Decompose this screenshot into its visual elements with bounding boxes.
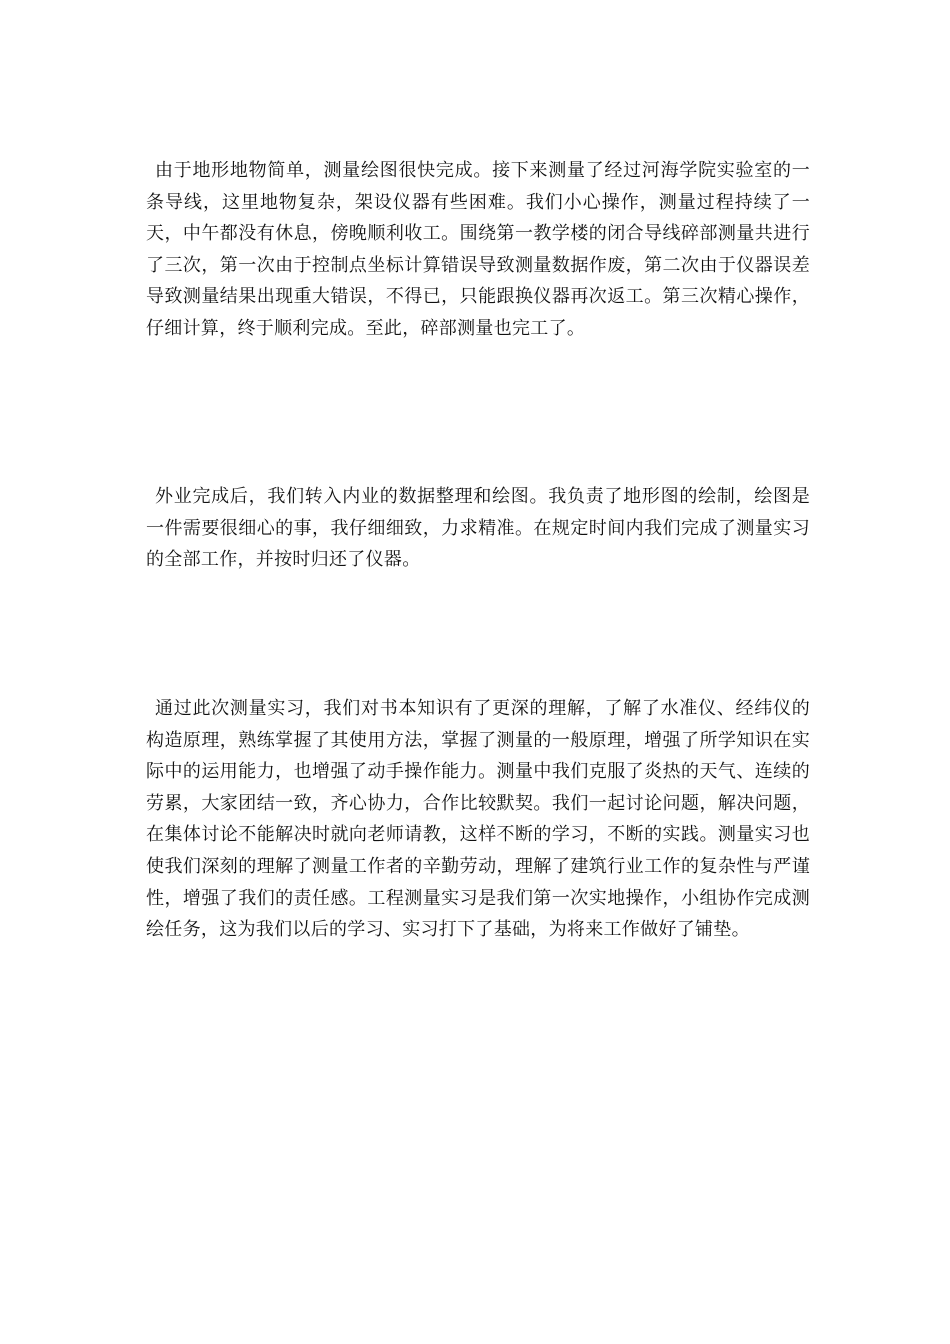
paragraph-reflection: 通过此次测量实习，我们对书本知识有了更深的理解，了解了水准仪、经纬仪的构造原理，熟练掌握了其使用方法，掌握了测量的一般原理，增强了所学知识在实际中的运用能力，也增强了动手操作能力。测量中我们克服了炎热的天气、连续的劳累，大家团结一致，齐心协力，合作比较默契。我们一起讨论问题，解决问题，在集体讨论不能解决时就向老师请教，这样不断的学习，不断的实践。测量实习也使我们深刻的理解了测量工作者的辛勤劳动，理解了建筑行业工作的复杂性与严谨性，增强了我们的责任感。工程测量实习是我们第一次实地操作，小组协作完成测绘任务，这为我们以后的学习、实习打下了基础，为将来工作做好了铺垫。 xyxy=(146,698,810,941)
paragraph-fieldwork: 由于地形地物简单，测量绘图很快完成。接下来测量了经过河海学院实验室的一条导线，这里地物复杂，架设仪器有些困难。我们小心操作，测量过程持续了一天，中午都没有休息，傍晚顺利收工。围绕第一教学楼的闭合导线碎部测量共进行了三次，第一次由于控制点坐标计算错误导致测量数据作废，第二次由于仪器误差导致测量结果出现重大错误，不得已，只能跟换仪器再次返工。第三次精心操作，仔细计算，终于顺利完成。至此，碎部测量也完工了。 xyxy=(146,160,810,339)
paragraph-office-work: 外业完成后，我们转入内业的数据整理和绘图。我负责了地形图的绘制，绘图是一件需要很细心的事，我仔细细致，力求精准。在规定时间内我们完成了测量实习的全部工作，并按时归还了仪器。 xyxy=(146,486,810,571)
